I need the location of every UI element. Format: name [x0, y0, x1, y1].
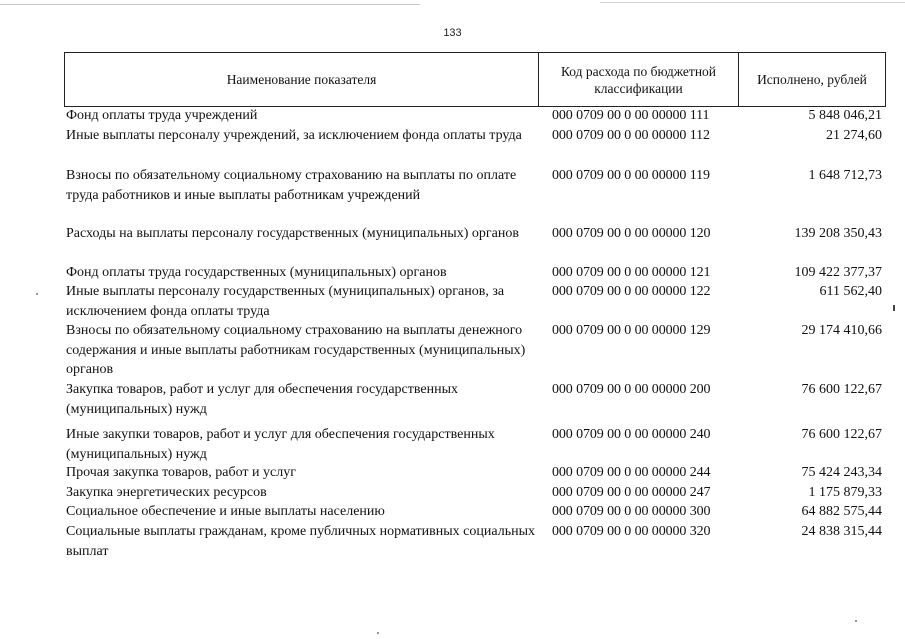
row-amount: 24 838 315,44 [801, 524, 882, 539]
row-name: Прочая закупка товаров, работ и услуг [66, 465, 296, 480]
row-amount: 21 274,60 [826, 128, 882, 143]
page-number: 133 [443, 27, 462, 39]
row-name: Взносы по обязательному социальному страхованию на выплаты денежного содержания и иные выплаты работникам государственных (муниципальных) органов [66, 323, 526, 377]
row-name: Иные выплаты персоналу учреждений, за исключением фонда оплаты труда [66, 128, 522, 143]
row-code: 000 0709 00 0 00 00000 120 [552, 226, 711, 241]
row-amount: 1 648 712,73 [808, 168, 882, 183]
row-name: Иные выплаты персоналу государственных (муниципальных) органов, за исключением фонда оплаты труда [66, 284, 505, 319]
row-amount: 64 882 575,44 [801, 504, 882, 519]
row-code: 000 0709 00 0 00 00000 320 [552, 524, 711, 539]
row-name: Социальные выплаты гражданам, кроме публичных нормативных социальных выплат [66, 524, 535, 559]
row-code: 000 0709 00 0 00 00000 122 [552, 284, 711, 299]
row-name: Фонд оплаты труда государственных (муниципальных) органов [66, 265, 447, 280]
header-code: Код расхода по бюджетной классификации [539, 53, 739, 106]
scan-edge-line [0, 4, 420, 5]
scan-speck [855, 620, 857, 622]
row-code: 000 0709 00 0 00 00000 111 [552, 108, 710, 123]
row-amount: 139 208 350,43 [794, 226, 882, 241]
row-name: Фонд оплаты труда учреждений [66, 108, 258, 123]
row-amount: 75 424 243,34 [801, 465, 882, 480]
row-amount: 611 562,40 [819, 284, 882, 299]
row-name: Взносы по обязательному социальному страхованию на выплаты по оплате труда работников и иные выплаты работникам учреждений [66, 168, 517, 203]
row-code: 000 0709 00 0 00 00000 300 [552, 504, 711, 519]
row-code: 000 0709 00 0 00 00000 112 [552, 128, 710, 143]
table-header [64, 52, 886, 107]
row-code: 000 0709 00 0 00 00000 119 [552, 168, 710, 183]
row-name: Закупка энергетических ресурсов [66, 485, 267, 500]
row-name: Расходы на выплаты персоналу государственных (муниципальных) органов [66, 226, 519, 241]
header-name: Наименование показателя [65, 53, 539, 106]
row-amount: 109 422 377,37 [794, 265, 882, 280]
header-amount: Исполнено, рублей [757, 72, 867, 87]
row-amount: 5 848 046,21 [808, 108, 882, 123]
row-amount: 29 174 410,66 [801, 323, 882, 338]
row-code: 000 0709 00 0 00 00000 247 [552, 485, 711, 500]
row-amount: 76 600 122,67 [801, 427, 882, 442]
row-code: 000 0709 00 0 00 00000 200 [552, 382, 711, 397]
scan-speck [36, 293, 38, 295]
row-code: 000 0709 00 0 00 00000 240 [552, 427, 711, 442]
row-name: Социальное обеспечение и иные выплаты населению [66, 504, 385, 519]
row-amount: 76 600 122,67 [801, 382, 882, 397]
scan-edge-line [600, 2, 905, 3]
row-code: 000 0709 00 0 00 00000 129 [552, 323, 711, 338]
row-name: Закупка товаров, работ и услуг для обеспечения государственных (муниципальных) нужд [66, 382, 459, 417]
scan-edge-mark [893, 305, 895, 311]
row-amount: 1 175 879,33 [808, 485, 882, 500]
row-name: Иные закупки товаров, работ и услуг для обеспечения государственных (муниципальных) нужд [66, 427, 495, 462]
row-code: 000 0709 00 0 00 00000 244 [552, 465, 711, 480]
row-code: 000 0709 00 0 00 00000 121 [552, 265, 711, 280]
scan-speck [377, 632, 379, 634]
